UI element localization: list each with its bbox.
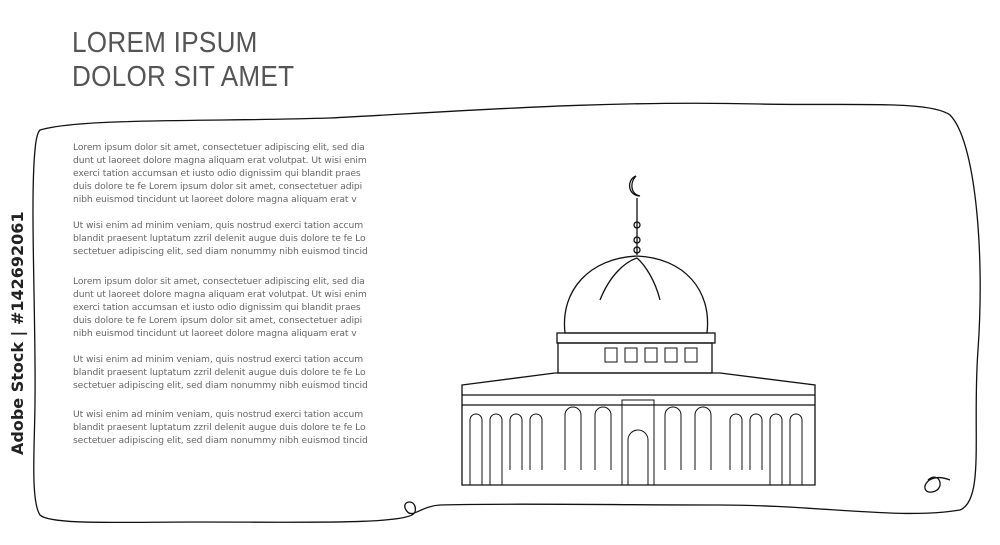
text-line: Lorem ipsum dolor sit amet, consectetuer adipiscing elit, sed dia [73, 142, 365, 153]
text-line: duis dolore te fe Lorem ipsum dolor sit amet, consectetuer adipi [73, 315, 363, 326]
text-line: Ut wisi enim ad minim veniam, quis nostrud exerci tation accum [73, 220, 364, 231]
paragraph-2 [73, 219, 403, 258]
text-line: blandit praesent luptatum zzril delenit augue duis dolore te fe Lo [73, 422, 366, 433]
paragraph-3 [73, 275, 403, 340]
text-line: blandit praesent luptatum zzril delenit augue duis dolore te fe Lo [73, 367, 366, 378]
paragraph-5 [73, 408, 403, 447]
watermark: Adobe Stock | #142692061 [8, 211, 27, 455]
title-line-2: DOLOR SIT AMET [72, 61, 295, 93]
text-line: nibh euismod tincidunt ut laoreet dolore magna aliquam erat v [73, 194, 357, 205]
paragraph-4 [73, 353, 403, 392]
text-line: exerci tation accumsan et iusto odio dignissim qui blandit praes [73, 302, 361, 313]
page-title [72, 26, 294, 94]
crescent-icon [630, 176, 640, 196]
text-line: Ut wisi enim ad minim veniam, quis nostrud exerci tation accum [73, 409, 364, 420]
text-line: blandit praesent luptatum zzril delenit augue duis dolore te fe Lo [73, 233, 366, 244]
text-line: Ut wisi enim ad minim veniam, quis nostrud exerci tation accum [73, 354, 364, 365]
text-line: dunt ut laoreet dolore magna aliquam erat volutpat. Ut wisi enim [73, 289, 367, 300]
text-line: dunt ut laoreet dolore magna aliquam erat volutpat. Ut wisi enim [73, 155, 367, 166]
frame-flourish [925, 477, 950, 492]
dome [564, 256, 707, 333]
text-line: Lorem ipsum dolor sit amet, consectetuer adipiscing elit, sed dia [73, 276, 365, 287]
text-line: sectetuer adipiscing elit, sed diam nonummy nibh euismod tincid [73, 246, 368, 257]
text-line: exerci tation accumsan et iusto odio dignissim qui blandit praes [73, 168, 361, 179]
paragraph-1 [73, 141, 403, 206]
text-line: sectetuer adipiscing elit, sed diam nonummy nibh euismod tincid [73, 380, 368, 391]
title-line-1: LOREM IPSUM [72, 27, 258, 59]
text-line: sectetuer adipiscing elit, sed diam nonummy nibh euismod tincid [73, 435, 368, 446]
text-line: nibh euismod tincidunt ut laoreet dolore magna aliquam erat v [73, 328, 357, 339]
text-line: duis dolore te fe Lorem ipsum dolor sit amet, consectetuer adipi [73, 181, 363, 192]
mosque-drawing [462, 176, 815, 485]
